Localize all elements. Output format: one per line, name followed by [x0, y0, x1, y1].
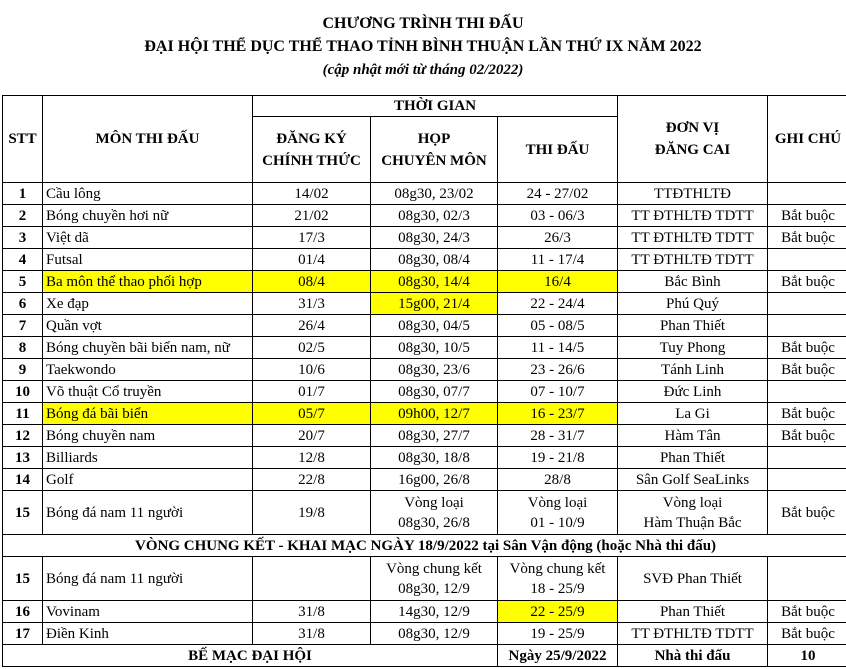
- col-stt: STT: [3, 96, 43, 183]
- row-mon: Việt dã: [43, 227, 253, 249]
- closing-venue: Nhà thi đấu: [618, 645, 768, 667]
- row-dangky: 20/7: [253, 425, 371, 447]
- row-mon: Bóng đá bãi biển: [43, 403, 253, 425]
- row-thidau: 23 - 26/6: [498, 359, 618, 381]
- row-thidau: 22 - 25/9: [498, 601, 618, 623]
- row-hop: 14g30, 12/9: [371, 601, 498, 623]
- row-hop: 08g30, 27/7: [371, 425, 498, 447]
- row-dangky: 19/8: [253, 491, 371, 535]
- row-hop: 08g30, 23/02: [371, 183, 498, 205]
- row-ghichu: [768, 183, 846, 205]
- row-ghichu: [768, 381, 846, 403]
- table-row: [3, 557, 846, 601]
- closing-date: Ngày 25/9/2022: [498, 645, 618, 667]
- row-mon: Taekwondo: [43, 359, 253, 381]
- row-dangky: 31/8: [253, 623, 371, 645]
- row-dangky: 10/6: [253, 359, 371, 381]
- row-stt: 3: [3, 227, 43, 249]
- row-thidau: 28 - 31/7: [498, 425, 618, 447]
- table-row: [3, 403, 846, 425]
- row-dangky: 22/8: [253, 469, 371, 491]
- row-mon: Võ thuật Cổ truyền: [43, 381, 253, 403]
- row-mon: Bóng chuyền hơi nữ: [43, 205, 253, 227]
- row-hop: 15g00, 21/4: [371, 293, 498, 315]
- col-hop: HỌP CHUYÊN MÔN: [371, 117, 498, 183]
- row-mon: Quần vợt: [43, 315, 253, 337]
- row-hop: 16g00, 26/8: [371, 469, 498, 491]
- row-stt: 15: [3, 557, 43, 601]
- row-mon: Billiards: [43, 447, 253, 469]
- row-donvi: Sân Golf SeaLinks: [618, 469, 768, 491]
- row-thidau: 24 - 27/02: [498, 183, 618, 205]
- row-stt: 14: [3, 469, 43, 491]
- row-ghichu: [768, 293, 846, 315]
- row-hop: 08g30, 07/7: [371, 381, 498, 403]
- row-donvi: TTĐTHLTĐ: [618, 183, 768, 205]
- col-thoigian: THỜI GIAN: [253, 96, 618, 117]
- row-mon: Bóng đá nam 11 người: [43, 557, 253, 601]
- row-thidau: Vòng loại 01 - 10/9: [498, 491, 618, 535]
- row-ghichu: Bắt buộc: [768, 425, 846, 447]
- row-thidau: 03 - 06/3: [498, 205, 618, 227]
- row-donvi: Phú Quý: [618, 293, 768, 315]
- row-thidau: 19 - 21/8: [498, 447, 618, 469]
- row-ghichu: Bắt buộc: [768, 205, 846, 227]
- col-dangky: ĐĂNG KÝ CHÍNH THỨC: [253, 117, 371, 183]
- row-donvi: Tánh Linh: [618, 359, 768, 381]
- row-stt: 13: [3, 447, 43, 469]
- row-donvi: TT ĐTHLTĐ TDTT: [618, 249, 768, 271]
- row-mon: Xe đạp: [43, 293, 253, 315]
- row-hop: 08g30, 10/5: [371, 337, 498, 359]
- row-hop: 09h00, 12/7: [371, 403, 498, 425]
- col-thidau: THI ĐẤU: [498, 117, 618, 183]
- row-mon: Vovinam: [43, 601, 253, 623]
- row-hop: 08g30, 14/4: [371, 271, 498, 293]
- table-row: [3, 271, 846, 293]
- table-row: [3, 183, 846, 205]
- row-ghichu: Bắt buộc: [768, 337, 846, 359]
- row-hop: 08g30, 24/3: [371, 227, 498, 249]
- table-row: [3, 601, 846, 623]
- row-stt: 16: [3, 601, 43, 623]
- row-dangky: 08/4: [253, 271, 371, 293]
- row-donvi: Phan Thiết: [618, 315, 768, 337]
- row-donvi: La Gi: [618, 403, 768, 425]
- row-mon: Bóng đá nam 11 người: [43, 491, 253, 535]
- closing-total: 10: [768, 645, 846, 667]
- table-row: [3, 293, 846, 315]
- row-thidau: 11 - 17/4: [498, 249, 618, 271]
- table-row: [3, 359, 846, 381]
- row-thidau: 11 - 14/5: [498, 337, 618, 359]
- row-donvi: TT ĐTHLTĐ TDTT: [618, 623, 768, 645]
- row-stt: 4: [3, 249, 43, 271]
- closing-label: BẾ MẠC ĐẠI HỘI: [3, 645, 498, 667]
- row-stt: 2: [3, 205, 43, 227]
- row-donvi: Vòng loại Hàm Thuận Bắc: [618, 491, 768, 535]
- row-donvi: TT ĐTHLTĐ TDTT: [618, 205, 768, 227]
- title-line-2: ĐẠI HỘI THỂ DỤC THỂ THAO TỈNH BÌNH THUẬN LẦN THỨ IX NĂM 2022: [144, 38, 702, 55]
- closing-row: [3, 645, 846, 667]
- row-dangky: 31/3: [253, 293, 371, 315]
- row-dangky: 12/8: [253, 447, 371, 469]
- row-ghichu: [768, 447, 846, 469]
- row-mon: Golf: [43, 469, 253, 491]
- row-ghichu: Bắt buộc: [768, 227, 846, 249]
- final-round-banner-row: [3, 535, 846, 557]
- row-donvi: Bắc Bình: [618, 271, 768, 293]
- row-stt: 15: [3, 491, 43, 535]
- row-thidau: 16 - 23/7: [498, 403, 618, 425]
- row-ghichu: Bắt buộc: [768, 403, 846, 425]
- row-hop: 08g30, 08/4: [371, 249, 498, 271]
- table-row: [3, 205, 846, 227]
- table-row: [3, 337, 846, 359]
- table-row: [3, 315, 846, 337]
- row-dangky: 01/7: [253, 381, 371, 403]
- row-donvi: Phan Thiết: [618, 601, 768, 623]
- row-thidau: 26/3: [498, 227, 618, 249]
- row-stt: 7: [3, 315, 43, 337]
- row-dangky: [253, 557, 371, 601]
- row-stt: 11: [3, 403, 43, 425]
- row-donvi: Tuy Phong: [618, 337, 768, 359]
- col-donvi: ĐƠN VỊ ĐĂNG CAI: [618, 96, 768, 183]
- row-ghichu: [768, 315, 846, 337]
- row-donvi: Hàm Tân: [618, 425, 768, 447]
- row-ghichu: [768, 557, 846, 601]
- row-hop: 08g30, 04/5: [371, 315, 498, 337]
- row-dangky: 14/02: [253, 183, 371, 205]
- row-thidau: 22 - 24/4: [498, 293, 618, 315]
- row-thidau: 05 - 08/5: [498, 315, 618, 337]
- row-dangky: 17/3: [253, 227, 371, 249]
- row-dangky: 31/8: [253, 601, 371, 623]
- row-mon: Cầu lông: [43, 183, 253, 205]
- schedule-table: [2, 95, 846, 667]
- table-row: [3, 227, 846, 249]
- row-stt: 8: [3, 337, 43, 359]
- row-thidau: 16/4: [498, 271, 618, 293]
- title-line-1: CHƯƠNG TRÌNH THI ĐẤU: [322, 15, 524, 32]
- row-donvi: SVĐ Phan Thiết: [618, 557, 768, 601]
- row-dangky: 26/4: [253, 315, 371, 337]
- row-ghichu: Bắt buộc: [768, 359, 846, 381]
- table-row: [3, 623, 846, 645]
- col-mon: MÔN THI ĐẤU: [43, 96, 253, 183]
- table-row: [3, 447, 846, 469]
- row-donvi: Đức Linh: [618, 381, 768, 403]
- row-thidau: 19 - 25/9: [498, 623, 618, 645]
- row-hop: 08g30, 12/9: [371, 623, 498, 645]
- final-round-banner: VÒNG CHUNG KẾT - KHAI MẠC NGÀY 18/9/2022 tại Sân Vận động (hoặc Nhà thi đấu): [3, 535, 846, 557]
- row-dangky: 01/4: [253, 249, 371, 271]
- row-thidau: Vòng chung kết 18 - 25/9: [498, 557, 618, 601]
- row-dangky: 21/02: [253, 205, 371, 227]
- table-row: [3, 381, 846, 403]
- row-hop: 08g30, 23/6: [371, 359, 498, 381]
- row-ghichu: Bắt buộc: [768, 271, 846, 293]
- row-mon: Ba môn thể thao phối hợp: [43, 271, 253, 293]
- row-hop: Vòng loại 08g30, 26/8: [371, 491, 498, 535]
- table-row: [3, 425, 846, 447]
- table-row: [3, 469, 846, 491]
- row-hop: 08g30, 18/8: [371, 447, 498, 469]
- row-mon: Bóng chuyền nam: [43, 425, 253, 447]
- row-stt: 9: [3, 359, 43, 381]
- row-donvi: TT ĐTHLTĐ TDTT: [618, 227, 768, 249]
- row-ghichu: Bắt buộc: [768, 623, 846, 645]
- row-donvi: Phan Thiết: [618, 447, 768, 469]
- row-thidau: 07 - 10/7: [498, 381, 618, 403]
- table-row: [3, 491, 846, 535]
- row-stt: 5: [3, 271, 43, 293]
- row-mon: Điền Kinh: [43, 623, 253, 645]
- table-row: [3, 249, 846, 271]
- row-stt: 1: [3, 183, 43, 205]
- row-stt: 10: [3, 381, 43, 403]
- row-ghichu: Bắt buộc: [768, 601, 846, 623]
- row-stt: 17: [3, 623, 43, 645]
- row-ghichu: [768, 249, 846, 271]
- row-mon: Futsal: [43, 249, 253, 271]
- row-stt: 6: [3, 293, 43, 315]
- row-dangky: 05/7: [253, 403, 371, 425]
- row-thidau: 28/8: [498, 469, 618, 491]
- row-hop: 08g30, 02/3: [371, 205, 498, 227]
- row-dangky: 02/5: [253, 337, 371, 359]
- row-ghichu: [768, 469, 846, 491]
- row-hop: Vòng chung kết 08g30, 12/9: [371, 557, 498, 601]
- col-ghichu: GHI CHÚ: [768, 96, 846, 183]
- subtitle-update: (cập nhật mới từ tháng 02/2022): [322, 62, 524, 78]
- row-mon: Bóng chuyền bãi biển nam, nữ: [43, 337, 253, 359]
- row-ghichu: Bắt buộc: [768, 491, 846, 535]
- row-stt: 12: [3, 425, 43, 447]
